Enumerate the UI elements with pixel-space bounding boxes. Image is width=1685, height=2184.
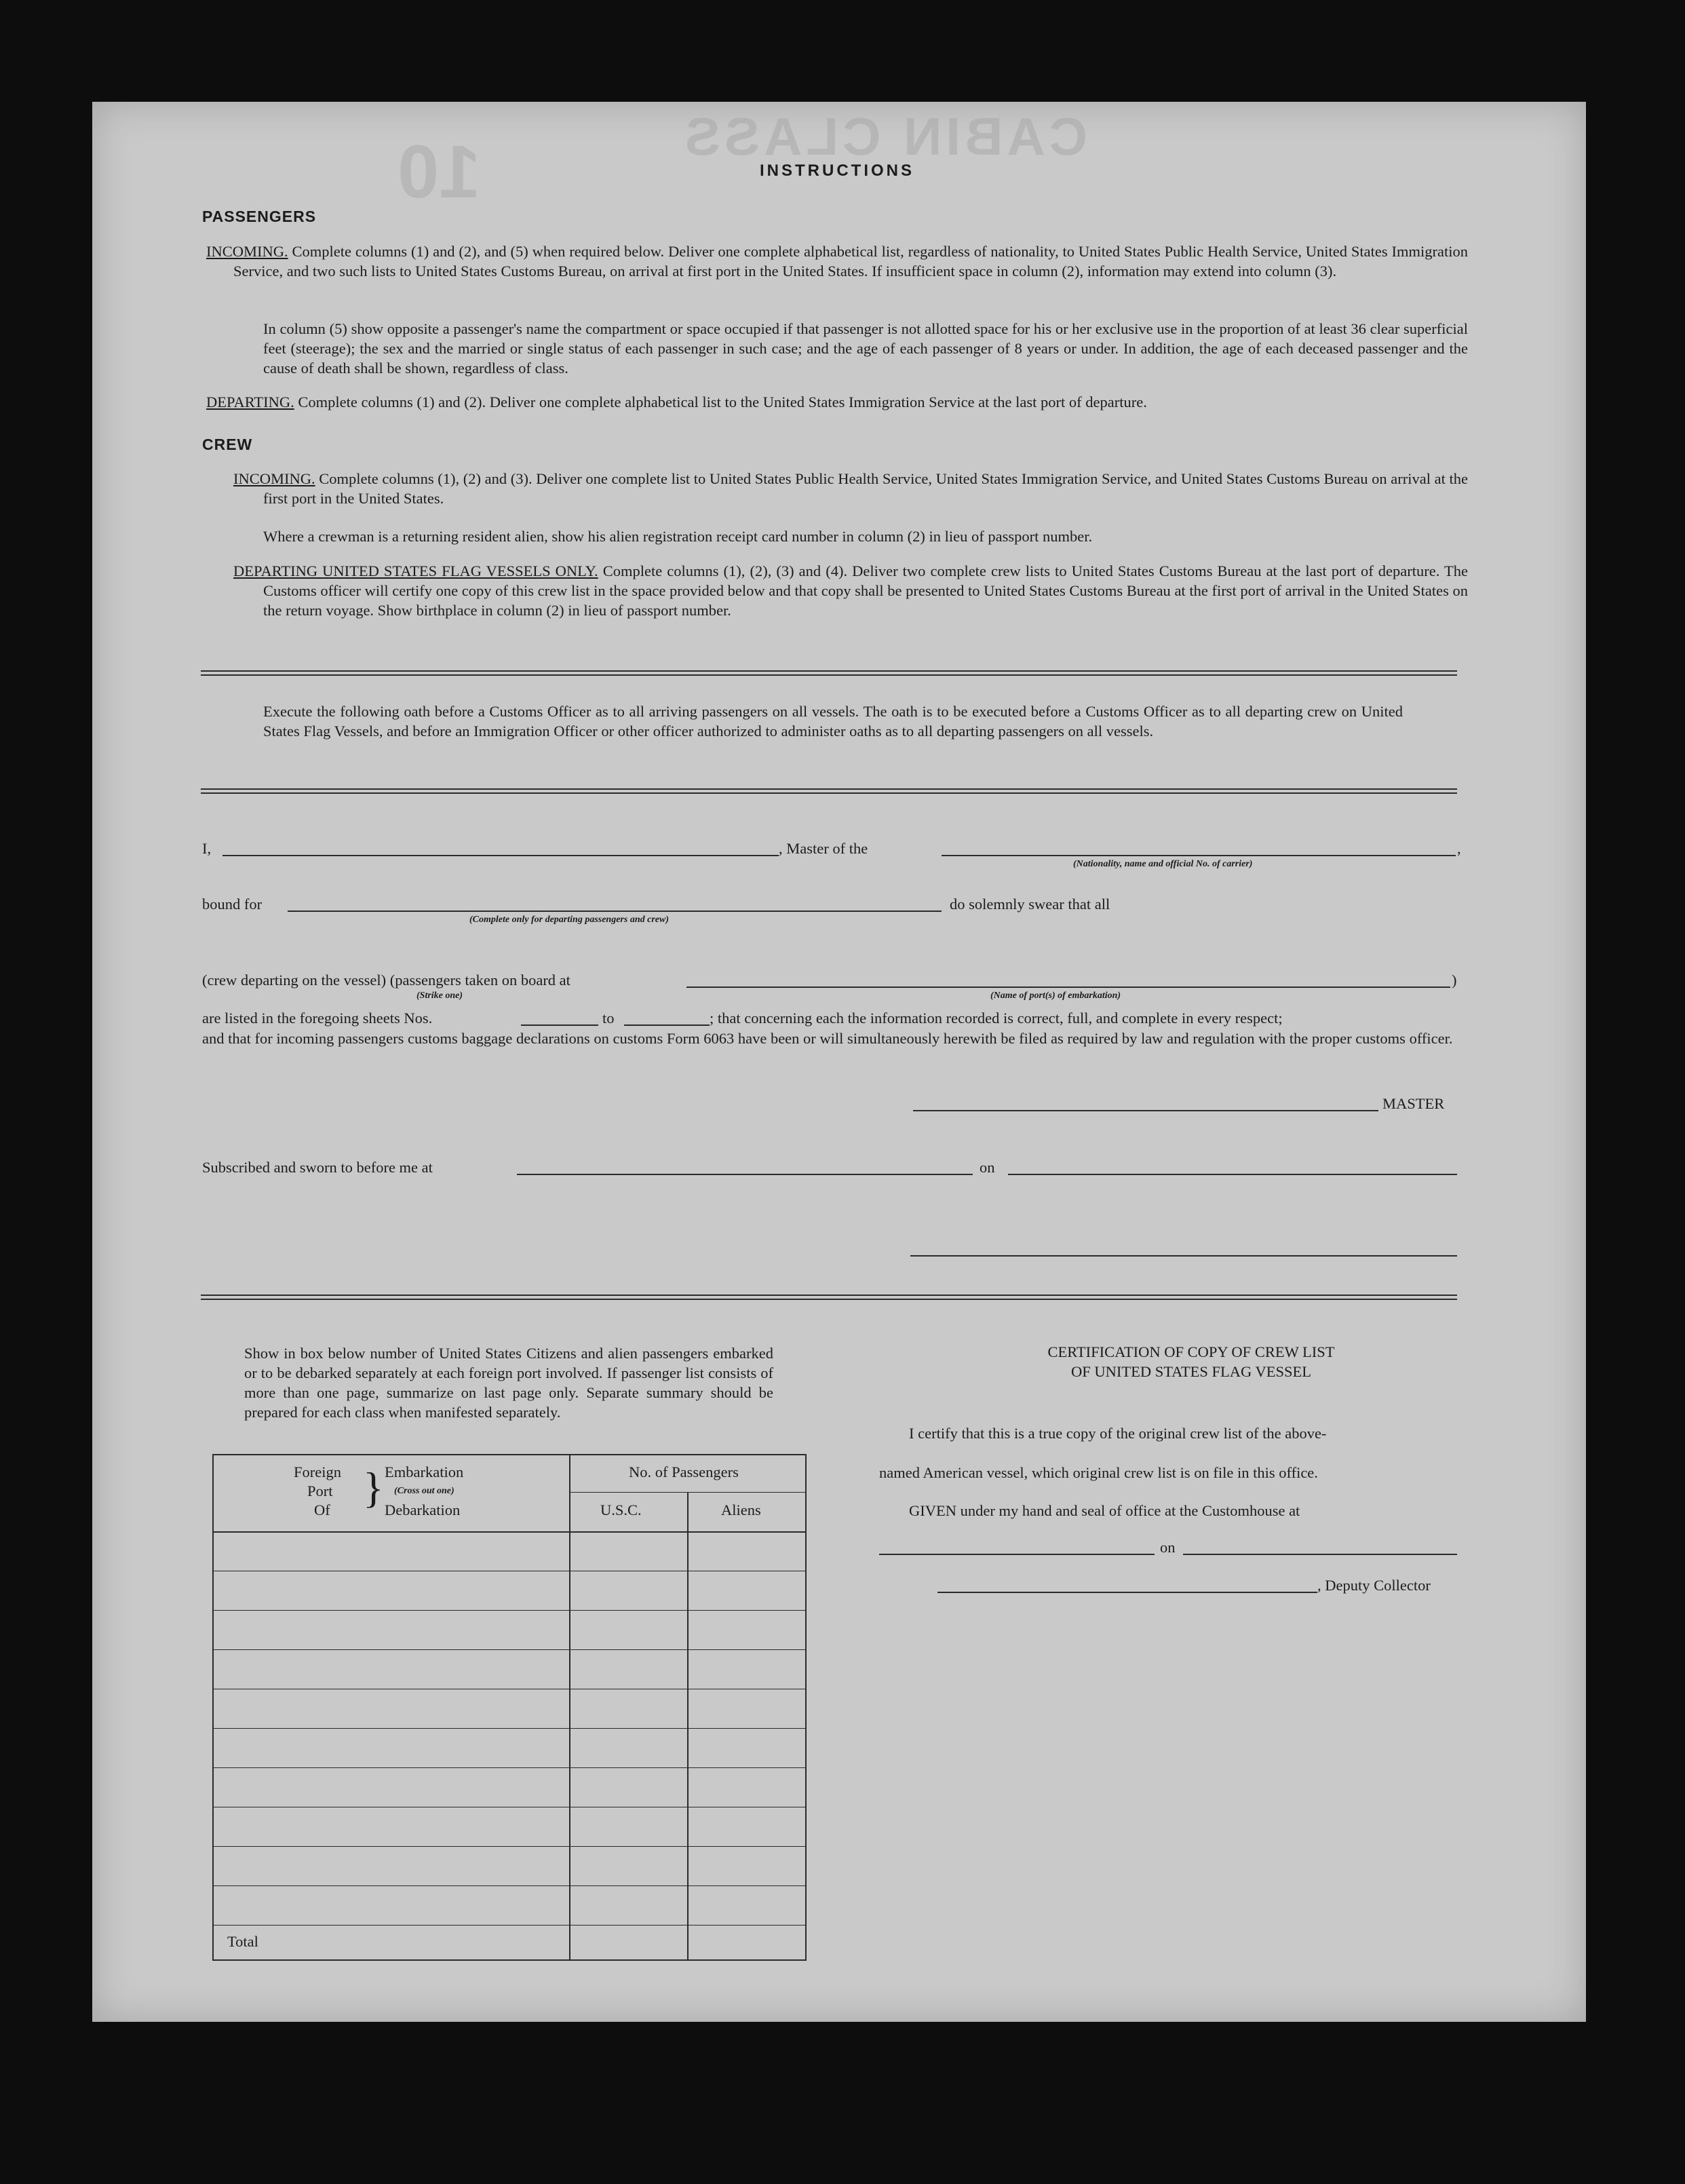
crew-departing-label: (crew departing on the vessel) (passengers taken on board at [202, 972, 570, 989]
no-passengers-header: No. of Passengers [629, 1463, 739, 1480]
passenger-summary-table [212, 1454, 807, 1961]
cert-on-label: on [1160, 1539, 1176, 1556]
bound-for-field[interactable] [288, 911, 942, 912]
passengers-heading: PASSENGERS [202, 208, 317, 225]
master-label: MASTER [1382, 1095, 1445, 1112]
certification-heading-1: CERTIFICATION OF COPY OF CREW LIST [1047, 1343, 1335, 1360]
sworn-date-field[interactable] [1008, 1174, 1457, 1175]
officer-signature-field[interactable] [910, 1255, 1457, 1257]
passengers-departing [206, 392, 1468, 412]
embarkation-label: Embarkation [385, 1463, 464, 1480]
sworn-place-field[interactable] [517, 1174, 973, 1175]
crew-incoming [233, 469, 1468, 508]
certify-line-1: I certify that this is a true copy of the original crew list of the above- [909, 1425, 1327, 1442]
sheets-to-field[interactable] [624, 1024, 710, 1026]
crew-alien-note: Where a crewman is a returning resident alien, show his alien registration receipt card number in column (2) in lieu of passport number. [263, 528, 1093, 545]
crew-departing [233, 561, 1469, 620]
bound-for-label: bound for [202, 896, 263, 913]
cert-date-field[interactable] [1183, 1554, 1457, 1555]
oath-i-label: I, [202, 840, 212, 857]
master-signature-field[interactable] [913, 1110, 1378, 1111]
carrier-field[interactable] [942, 855, 1456, 856]
crew-departing-text: Complete columns (1), (2), (3) and (4). Deliver two complete crew lists to United States Customs Bureau at the last port of departure. The Customs officer will certify one copy of this crew list in the space provided below and that copy shall be presented to United States Customs Bureau at the first port of arrival in the United States on the return voyage. Show birthplace in column (2) in lieu of passport number. [263, 562, 1469, 619]
certify-line-2: named American vessel, which original crew list is on file in this office. [879, 1464, 1318, 1481]
ghost-stamp: CABIN CLASS [681, 107, 1088, 166]
passengers-departing-label: DEPARTING. [206, 394, 294, 410]
aliens-header: Aliens [721, 1501, 761, 1518]
master-name-field[interactable] [222, 855, 779, 856]
passengers-incoming-label: INCOMING. [206, 243, 288, 260]
oath-instruction: Execute the following oath before a Customs Officer as to all arriving passengers on all vessels. The oath is to be executed before a Customs Officer as to all departing crew on United States Flag Vessels, and before an Immigration Officer or other officer authorized to administer oaths as to all departing passengers on all vessels. [263, 703, 1403, 740]
embarkation-port-field[interactable] [686, 986, 1450, 988]
to-label: to [602, 1010, 615, 1027]
passengers-incoming [206, 242, 1469, 281]
passengers-column5: In column (5) show opposite a passenger's name the compartment or space occupied if that passenger is not allotted space for his or her exclusive use in the proportion of at least 36 clear superficial feet (steerage); the sex and the married or single status of each passenger in such case; and the age of each passenger of 8 years or under. In addition, the age of each deceased passenger and the cause of death shall be shown, regardless of class. [263, 320, 1468, 377]
deputy-signature-field[interactable] [937, 1592, 1317, 1593]
passengers-departing-text: Complete columns (1) and (2). Deliver one complete alphabetical list to the United States Immigration Service at the last port of departure. [298, 394, 1147, 410]
sworn-on-label: on [980, 1159, 995, 1176]
strike-one-caption: (Strike one) [417, 991, 463, 1001]
sheets-from-field[interactable] [521, 1024, 598, 1026]
trailing-comma: , [1457, 840, 1461, 857]
bound-for-caption: (Complete only for departing passengers and crew) [469, 915, 669, 925]
deputy-collector-label: , Deputy Collector [1317, 1577, 1431, 1594]
foreign-label: Foreign [294, 1463, 341, 1480]
divider [201, 1295, 1457, 1300]
subscribed-label: Subscribed and sworn to before me at [202, 1159, 433, 1176]
customhouse-field[interactable] [879, 1554, 1155, 1555]
debarkation-label: Debarkation [385, 1501, 461, 1518]
page-title: INSTRUCTIONS [760, 161, 914, 180]
crew-incoming-text: Complete columns (1), (2) and (3). Deliver one complete list to United States Public Health Service, United States Immigration Service, and United States Customs Bureau on arrival at the first port in the United States. [263, 470, 1468, 507]
carrier-caption: (Nationality, name and official No. of carrier) [1073, 859, 1253, 869]
divider [201, 670, 1457, 676]
cross-out-caption: (Cross out one) [394, 1486, 454, 1496]
passengers-incoming-text: Complete columns (1) and (2), and (5) when required below. Deliver one complete alphabetical list, regardless of nationality, to United States Public Health Service, United States Immigration Service, and two such lists to United States Customs Bureau, on arrival at first port in the United States. If insufficient space in column (2), information may extend into column (3). [233, 243, 1469, 280]
listed-rest: ; that concerning each the information recorded is correct, full, and complete in every respect; [710, 1010, 1283, 1027]
crew-departing-label: DEPARTING UNITED STATES FLAG VESSELS ONLY. [233, 562, 598, 579]
form-page [92, 102, 1586, 2022]
master-of-label: , Master of the [779, 840, 868, 857]
crew-heading: CREW [202, 436, 253, 453]
swear-label: do solemnly swear that all [950, 896, 1110, 913]
crew-incoming-label: INCOMING. [233, 470, 315, 487]
usc-header: U.S.C. [600, 1501, 642, 1518]
port-caption: (Name of port(s) of embarkation) [990, 991, 1121, 1001]
certification-heading-2: OF UNITED STATES FLAG VESSEL [1070, 1363, 1312, 1380]
brace-icon: } [363, 1463, 384, 1512]
port-label: Port [307, 1482, 333, 1499]
divider [201, 788, 1457, 794]
close-paren: ) [1452, 972, 1457, 989]
of-label: Of [314, 1501, 330, 1518]
summary-instruction: Show in box below number of United States Citizens and alien passengers embarked or to be debarked separately at each foreign port involved. If passenger list consists of more than one page, summarize on last page only. Separate summary should be prepared for each class when manifested separately. [244, 1345, 773, 1421]
total-label: Total [227, 1933, 258, 1950]
ghost-page-number: 10 [398, 130, 481, 214]
listed-prefix: are listed in the foregoing sheets Nos. [202, 1010, 433, 1027]
certify-line-3: GIVEN under my hand and seal of office at the Customhouse at [909, 1502, 1300, 1519]
listed-line2: and that for incoming passengers customs baggage declarations on customs Form 6063 have been or will simultaneously herewith be filed as required by law and regulation with the proper customs officer. [202, 1030, 1453, 1047]
